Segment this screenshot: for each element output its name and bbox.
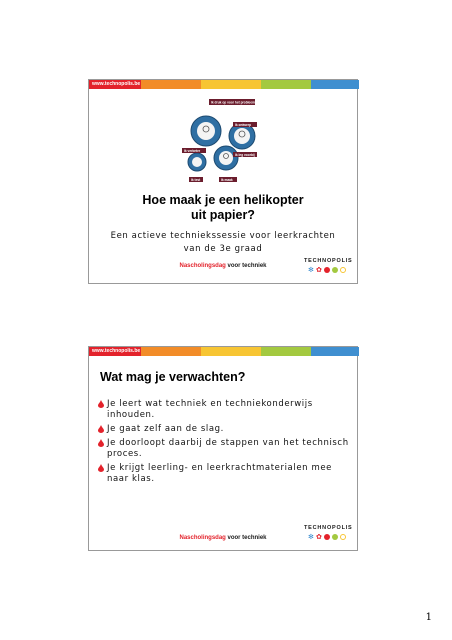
flower-icon: ✿ (316, 533, 322, 541)
ring-icon (340, 267, 346, 273)
drop-icon (324, 534, 330, 540)
expectations-list (98, 399, 350, 488)
header-stripe-yellow (201, 347, 261, 356)
gear-label-5: Ik maak (221, 177, 233, 182)
header-stripe-orange (141, 347, 201, 356)
event-tagline: Nascholingsdag voor techniek (179, 535, 267, 541)
header-stripe-yellow (201, 80, 261, 89)
list-item: Je krijgt leerling- en leerkrachtmaterialen mee naar klas. (98, 463, 350, 485)
page-number: 1 (425, 612, 432, 623)
slide-2 (88, 346, 358, 551)
red-drop-bullet-icon (98, 400, 104, 408)
slide-title: Hoe maak je een helikopter uit papier? (142, 193, 304, 222)
header-stripe-green (261, 80, 311, 89)
red-drop-bullet-icon (98, 464, 104, 472)
header-stripe-green (261, 347, 311, 356)
list-item: Je gaat zelf aan de slag. (98, 424, 350, 435)
circle-icon (332, 534, 338, 540)
gear-label-3: Ik verbeter (184, 148, 201, 153)
gear-label-2: Ik ontwerp (235, 122, 251, 127)
technopolis-logo: TECHNOPOLIS ✻ ✿ (304, 525, 353, 541)
list-item: Je leert wat techniek en techniekonderwijs inhouden. (98, 399, 350, 421)
circle-icon (332, 267, 338, 273)
slide-subtitle: Een actieve techniekssessie voor leerkrachten van de 3e graad (110, 231, 336, 254)
slide-header-bar (89, 347, 357, 356)
gear-label-1: Ik druk op voor het probleem (211, 100, 255, 105)
snowflake-icon: ✻ (308, 266, 314, 274)
header-stripe-orange (141, 80, 201, 89)
slide-1 (88, 79, 358, 284)
website-url: www.technopolis.be (89, 80, 141, 89)
gear-label-4: Ik test (191, 177, 201, 182)
technopolis-logo: TECHNOPOLIS ✻ ✿ (304, 258, 353, 274)
header-stripe-blue (311, 80, 359, 89)
flower-icon: ✿ (316, 266, 322, 274)
slide-header-bar (89, 80, 357, 89)
red-drop-bullet-icon (98, 425, 104, 433)
list-item: Je doorloopt daarbij de stappen van het technisch proces. (98, 438, 350, 460)
header-stripe-blue (311, 347, 359, 356)
red-drop-bullet-icon (98, 439, 104, 447)
gear-label-6: Ik leg voorbij (235, 152, 255, 157)
website-url: www.technopolis.be (89, 347, 141, 356)
snowflake-icon: ✻ (308, 533, 314, 541)
drop-icon (324, 267, 330, 273)
slide-title: Wat mag je verwachten? (100, 370, 246, 384)
ring-icon (340, 534, 346, 540)
event-tagline: Nascholingsdag voor techniek (179, 263, 267, 269)
technical-process-gears-illustration (179, 96, 269, 188)
